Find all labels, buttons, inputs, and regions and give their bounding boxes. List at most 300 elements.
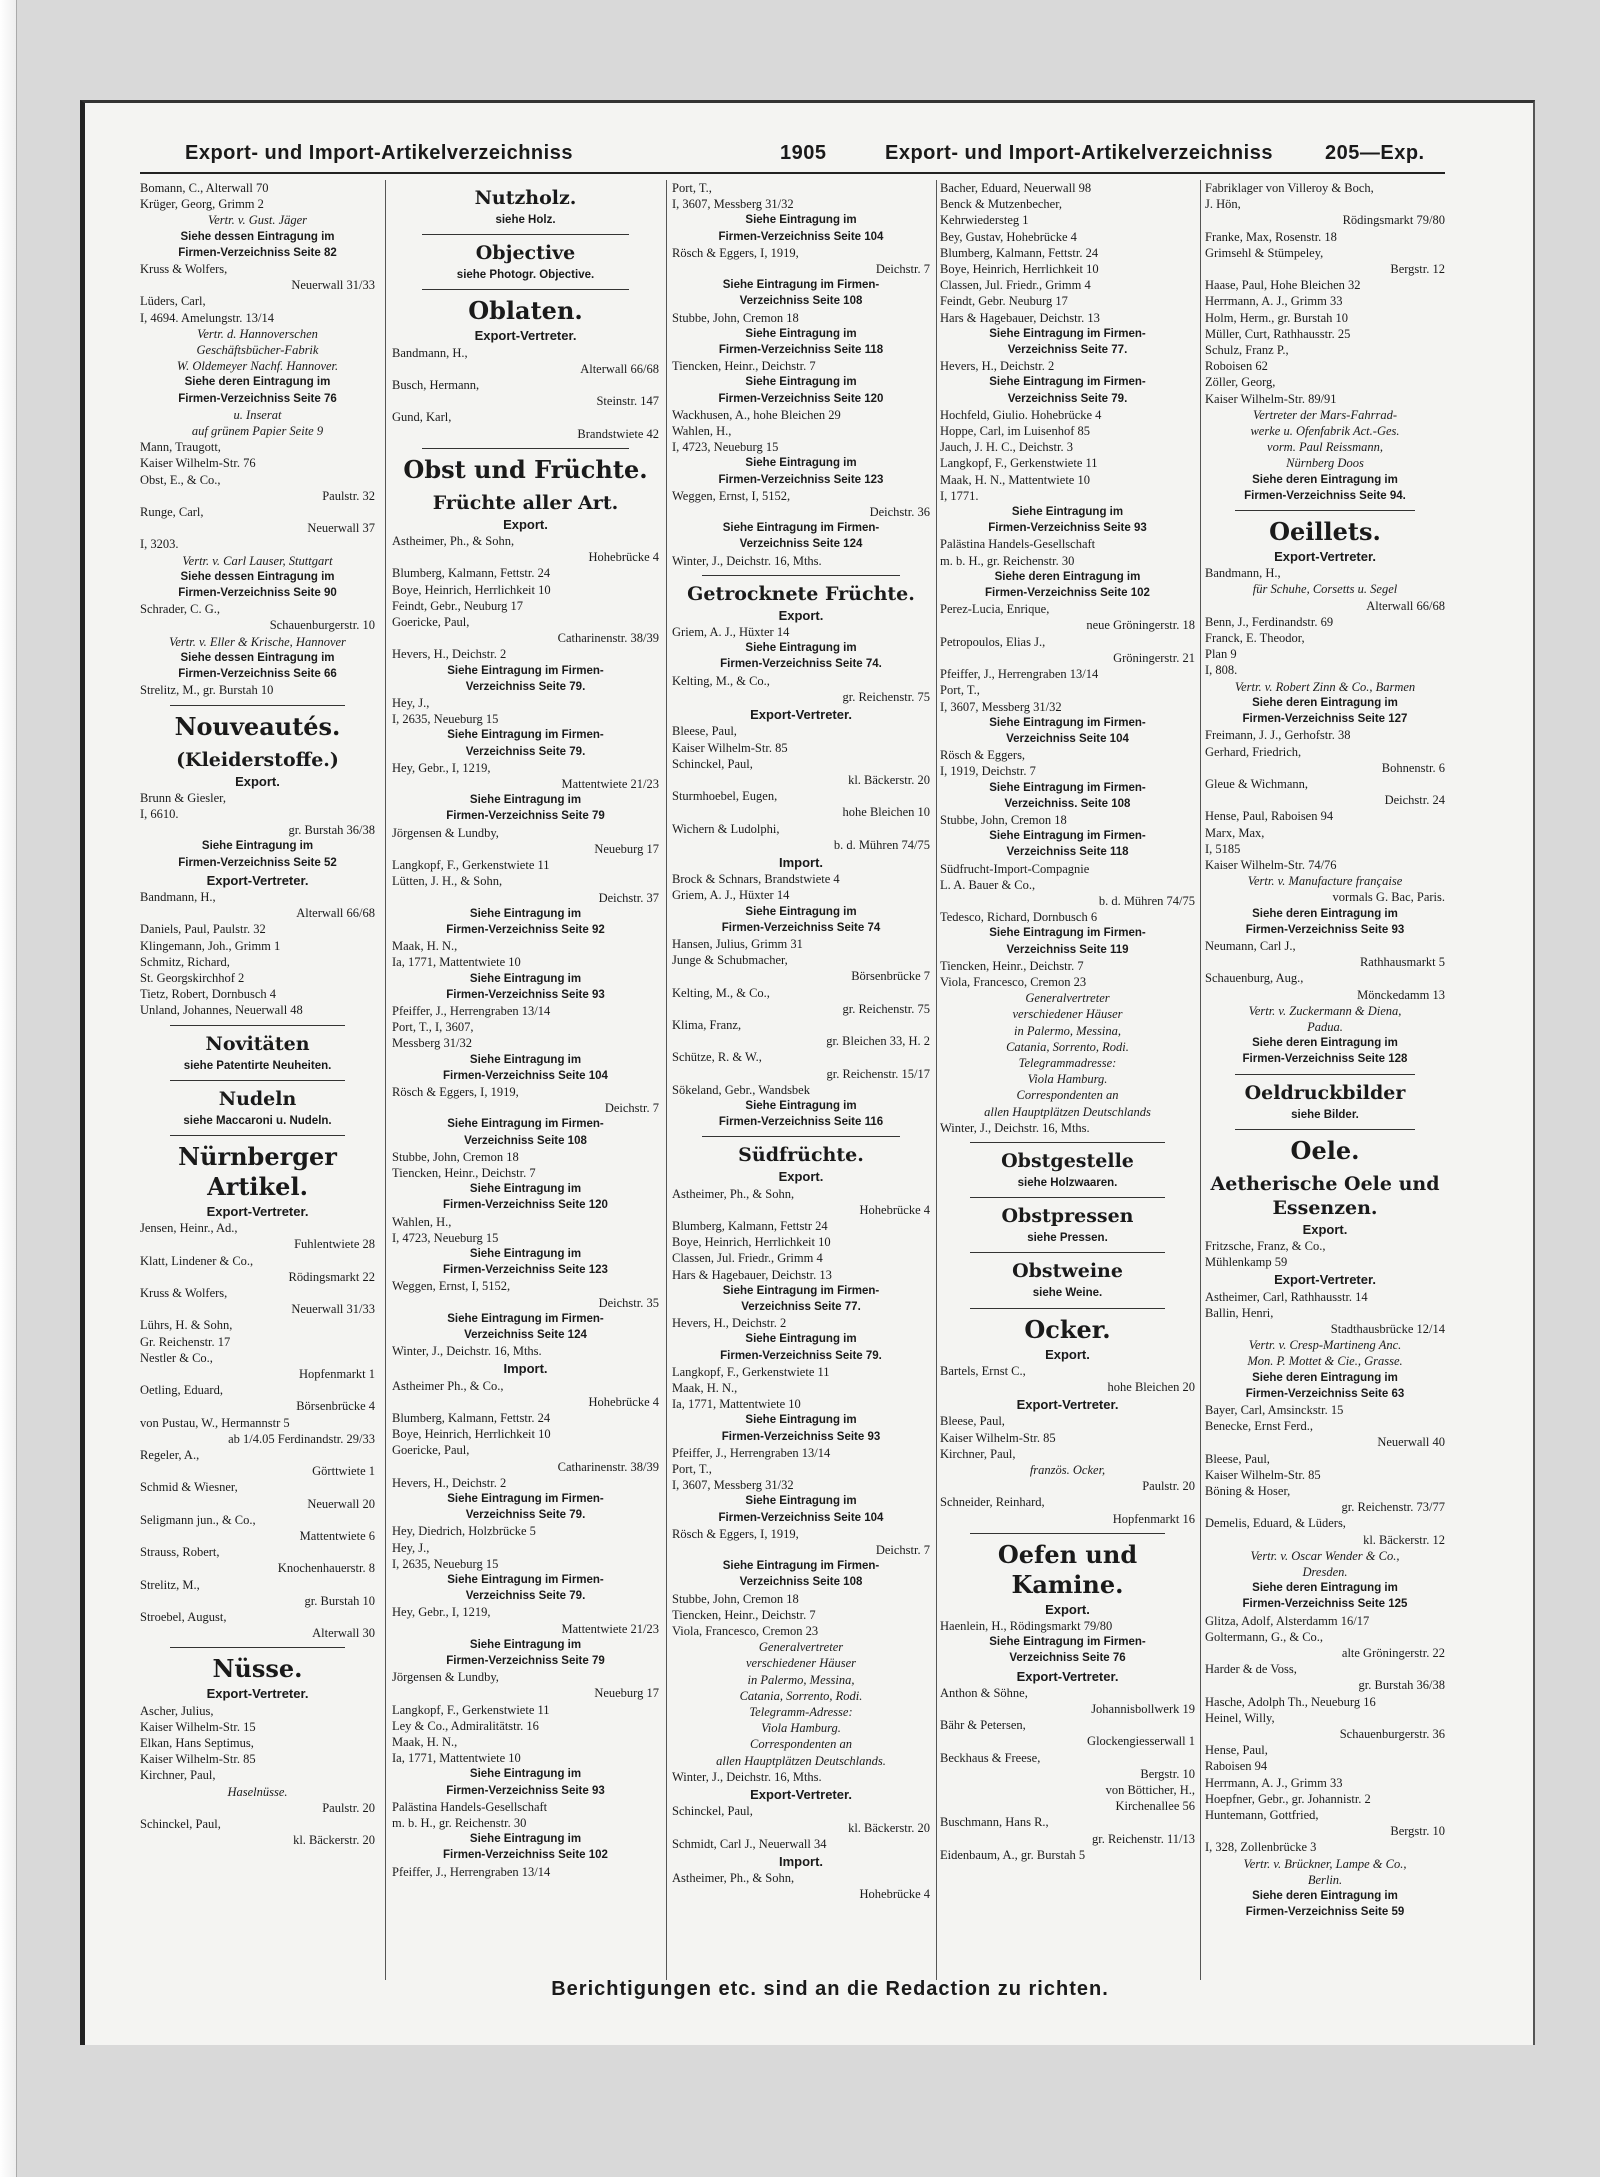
entry-line: Schinckel, Paul, <box>672 756 753 771</box>
entry-line: Siehe Eintragung im <box>745 327 857 340</box>
section-rule <box>170 1025 345 1026</box>
entry-line: Vertr. v. Brückner, Lampe & Co., <box>1243 1856 1407 1871</box>
entry-line: Firmen-Verzeichniss Seite 93 <box>446 988 605 1001</box>
entry-line: Jörgensen & Lundby, <box>392 1670 499 1685</box>
entry-line: Holm, Herm., gr. Burstah 10 <box>1205 310 1349 325</box>
section-subheading: (Kleiderstoffe.) <box>176 748 339 771</box>
entry-line: St. Georgskirchhof 2 <box>140 970 245 985</box>
entry-line: Pfeiffer, J., Herrengraben 13/14 <box>392 1864 551 1879</box>
entry-line: Kruss & Wolfers, <box>140 1285 228 1300</box>
entry-list <box>940 1685 1195 1863</box>
entry-line: Regeler, A., <box>140 1448 200 1462</box>
entry-line: Ley & Co., Admiralitätstr. 16 <box>392 1718 539 1733</box>
entry-line: u. Inserat <box>233 407 282 422</box>
entry-line: I, 4723, Neueburg 15 <box>392 1230 499 1245</box>
entry-line: Siehe dessen Eintragung im <box>180 651 335 664</box>
entry-line: Palästina Handels-Gesellschaft <box>392 1799 548 1814</box>
entry-line: kl. Bäckerstr. 20 <box>293 1833 375 1848</box>
entry-line: Firmen-Verzeichniss Seite 92 <box>446 923 605 936</box>
entry-line: verschiedener Häuser <box>1012 1007 1123 1022</box>
entry-line: Firmen-Verzeichniss Seite 79 <box>446 1655 605 1668</box>
entry-line: Herrmann, A. J., Grimm 33 <box>1205 1775 1343 1790</box>
entry-line: Neuerwall 31/33 <box>291 1302 375 1317</box>
column-divider <box>1200 180 1201 1980</box>
subsection-label: Export. <box>1045 1601 1090 1617</box>
section-heading: Obst und Früchte. <box>403 454 648 484</box>
entry-line: Firmen-Verzeichniss Seite 93 <box>721 1430 881 1443</box>
section-heading: Oefen und Kamine. <box>997 1539 1138 1599</box>
entry-line: für Schuhe, Corsetts u. Segel <box>1252 582 1398 597</box>
cross-reference: siehe Photogr. Objective. <box>456 269 595 282</box>
entry-line: Vertr. v. Cresp-Martineng Anc. <box>1248 1338 1402 1353</box>
entry-line: Bey, Gustav, Hohebrücke 4 <box>940 229 1077 244</box>
entry-line: Vertr. v. Robert Zinn & Co., Barmen <box>1234 679 1416 694</box>
section-subheading: Aetherische Oele und Essenzen. <box>1210 1172 1440 1219</box>
column-1 <box>140 180 375 1980</box>
entry-line: Verzeichniss Seite 79. <box>465 1509 586 1522</box>
section-heading: Getrocknete Früchte. <box>687 582 915 605</box>
entry-line: Siehe Eintragung im <box>469 1638 582 1651</box>
entry-line: Plan 9 <box>1205 647 1237 662</box>
entry-line: Firmen-Verzeichniss Seite 94. <box>1244 489 1406 502</box>
section-rule <box>1235 510 1415 511</box>
entry-list <box>392 533 659 1359</box>
entry-line: Verzeichniss Seite 118 <box>1006 846 1129 859</box>
entry-line: Pfeiffer, J., Herrengraben 13/14 <box>392 1003 551 1018</box>
page-header <box>185 142 1435 168</box>
section-rule <box>970 1197 1165 1198</box>
entry-line: Haselnüsse. <box>227 1784 288 1799</box>
section-heading: Oeillets. <box>1269 517 1381 547</box>
entry-line: neue Gröningerstr. 18 <box>1086 618 1195 633</box>
entry-line: Firmen-Verzeichniss Seite 116 <box>718 1116 884 1129</box>
entry-line: Mattentwiete 21/23 <box>561 777 659 792</box>
entry-line: Verzeichniss Seite 124 <box>739 538 863 551</box>
entry-line: I, 1771. <box>940 488 979 503</box>
entry-line: Messberg 31/32 <box>392 1036 472 1051</box>
entry-line: Bleese, Paul, <box>940 1414 1005 1429</box>
cross-reference: siehe Weine. <box>1032 1287 1103 1300</box>
entry-line: kl. Bäckerstr. 12 <box>1363 1532 1445 1547</box>
entry-line: Generalvertreter <box>758 1640 844 1655</box>
entry-line: Buschmann, Hans R., <box>940 1815 1049 1830</box>
entry-line: Nestler & Co., <box>140 1350 213 1365</box>
entry-line: Griem, A. J., Hüxter 14 <box>672 625 790 640</box>
subsection-label: Export. <box>503 516 548 532</box>
entry-line: Mattentwiete 6 <box>299 1529 375 1544</box>
entry-line: Siehe deren Eintragung im <box>1252 696 1398 709</box>
entry-line: Viola, Francesco, Cremon 23 <box>672 1624 819 1639</box>
subsection-label: Export-Vertreter. <box>1274 549 1376 565</box>
entry-line: Firmen-Verzeichniss Seite 120 <box>718 392 884 405</box>
entry-line: Firmen-Verzeichniss Seite 59 <box>1245 1906 1405 1919</box>
entry-line: Klatt, Lindener & Co., <box>140 1253 254 1268</box>
entry-list <box>1205 180 1445 504</box>
entry-line: Tedesco, Richard, Dornbusch 6 <box>940 910 1098 925</box>
entry-line: kl. Bäckerstr. 20 <box>848 772 930 787</box>
entry-line: Hevers, H., Deichstr. 2 <box>392 647 507 662</box>
entry-list <box>672 1186 930 1786</box>
entry-line: Astheimer, Ph., & Sohn, <box>672 1186 795 1201</box>
entry-line: Schrader, C. G., <box>140 602 221 617</box>
entry-line: Siehe deren Eintragung im <box>184 376 331 389</box>
entry-line: Firmen-Verzeichniss Seite 128 <box>1242 1053 1408 1066</box>
entry-list <box>940 1413 1195 1526</box>
header-left-title: Export- und Import-Artikelverzeichniss <box>185 142 573 164</box>
entry-line: Maak, H. N., <box>392 1735 458 1750</box>
entry-line: Lüders, Carl, <box>140 294 206 309</box>
subsection-label: Export. <box>778 607 824 623</box>
entry-line: Viola Hamburg. <box>761 1721 841 1736</box>
entry-line: I, 5185 <box>1205 841 1241 856</box>
subsection-label: Import. <box>503 1361 548 1377</box>
entry-line: Ia, 1771, Mattentwiete 10 <box>392 955 521 970</box>
entry-line: Siehe Eintragung im Firmen- <box>989 781 1146 794</box>
entry-line: Böning & Hoser, <box>1205 1484 1291 1499</box>
entry-line: Firmen-Verzeichniss Seite 102 <box>985 587 1150 600</box>
entry-line: Hense, Paul, Raboisen 94 <box>1205 809 1334 824</box>
entry-line: Fritzsche, Franz, & Co., <box>1205 1238 1326 1253</box>
entry-line: Haase, Paul, Hohe Bleichen 32 <box>1205 278 1361 293</box>
entry-line: Neuerwall 40 <box>1377 1435 1445 1450</box>
entry-line: Griem, A. J., Hüxter 14 <box>672 888 790 903</box>
entry-line: Jörgensen & Lundby, <box>392 825 499 840</box>
entry-line: Langkopf, F., Gerkenstwiete 11 <box>392 1702 550 1717</box>
entry-line: Hoppe, Carl, im Luisenhof 85 <box>940 424 1090 439</box>
entry-line: Franke, Max, Rosenstr. 18 <box>1205 229 1337 244</box>
entry-line: Firmen-Verzeichniss Seite 79. <box>720 1349 882 1362</box>
entry-line: Firmen-Verzeichniss Seite 82 <box>178 246 337 259</box>
entry-line: Firmen-Verzeichniss Seite 93 <box>988 522 1147 535</box>
entry-line: Elkan, Hans Septimus, <box>140 1736 254 1751</box>
entry-line: Hars & Hagebauer, Deichstr. 13 <box>940 310 1100 325</box>
entry-line: Alterwall 66/68 <box>580 361 659 376</box>
entry-line: Bandmann, H., <box>140 889 216 904</box>
section-rule <box>422 448 629 449</box>
entry-line: Firmen-Verzeichniss Seite 104 <box>443 1069 608 1082</box>
entry-line: Catharinenstr. 38/39 <box>557 631 659 646</box>
entry-line: Siehe Eintragung im <box>201 840 314 853</box>
entry-line: Hansen, Julius, Grimm 31 <box>672 936 803 951</box>
entry-line: Bandmann, H., <box>392 345 468 360</box>
subsection-label: Export-Vertreter. <box>750 1787 852 1803</box>
entry-line: Neuerwall 20 <box>307 1496 375 1511</box>
subsection-label: Import. <box>778 854 824 870</box>
subsection-label: Export-Vertreter. <box>206 1686 309 1702</box>
entry-line: Brock & Schnars, Brandstwiete 4 <box>672 872 840 887</box>
entry-line: Kirchenallee 56 <box>1115 1799 1195 1814</box>
entry-line: Langkopf, F., Gerkenstwiete 11 <box>940 456 1098 471</box>
entry-line: Siehe Eintragung im <box>469 794 582 807</box>
entry-line: Boye, Heinrich, Herrlichkeit 10 <box>940 262 1099 277</box>
entry-line: Steinstr. 147 <box>596 394 659 409</box>
entry-line: Blumberg, Kalmann, Fettstr 24 <box>672 1218 828 1233</box>
entry-line: Fuhlentwiete 28 <box>294 1237 375 1252</box>
entry-line: Goltermann, G., & Co., <box>1205 1629 1324 1644</box>
entry-line: Verzeichniss Seite 108 <box>464 1134 587 1147</box>
entry-line: Deichstr. 24 <box>1384 793 1445 808</box>
entry-line: Rödingsmarkt 79/80 <box>1342 213 1445 228</box>
entry-line: Astheimer, Ph., & Sohn, <box>392 534 515 549</box>
entry-line: Mönckedamm 13 <box>1357 987 1445 1002</box>
entry-line: Firmen-Verzeichniss Seite 79 <box>446 810 605 823</box>
entry-line: Classen, Jul. Friedr., Grimm 4 <box>940 278 1091 293</box>
entry-line: Schmidt, Carl J., Neuerwall 34 <box>672 1836 827 1851</box>
entry-line: I, 2635, Neueburg 15 <box>392 712 499 727</box>
entry-line: Palästina Handels-Gesellschaft <box>940 537 1096 552</box>
entry-line: Firmen-Verzeichniss Seite 125 <box>1242 1598 1408 1611</box>
entry-line: Daniels, Paul, Paulstr. 32 <box>140 922 266 937</box>
entry-list <box>392 1378 659 1880</box>
entry-line: Hense, Paul, <box>1205 1743 1268 1758</box>
entry-line: Paulstr. 20 <box>1142 1479 1195 1494</box>
entry-line: Verzeichniss Seite 77. <box>1007 344 1128 357</box>
entry-line: alte Gröningerstr. 22 <box>1341 1646 1445 1661</box>
section-rule <box>170 1647 345 1648</box>
entry-line: Siehe Eintragung im Firmen- <box>989 716 1146 729</box>
entry-line: gr. Reichenstr. 75 <box>842 689 930 704</box>
entry-line: Firmen-Verzeichniss Seite 90 <box>178 587 337 600</box>
entry-line: Siehe Eintragung im Firmen- <box>989 327 1146 340</box>
entry-line: Astheimer, Ph., & Sohn, <box>672 1871 795 1886</box>
entry-line: m. b. H., gr. Reichenstr. 30 <box>392 1816 527 1831</box>
entry-line: Sturmhoebel, Eugen, <box>672 789 778 804</box>
entry-line: Deichstr. 36 <box>869 505 930 520</box>
entry-line: Raboisen 94 <box>1205 1759 1268 1774</box>
entry-line: Neumann, Carl J., <box>1205 938 1296 953</box>
entry-line: Benn, J., Ferdinandstr. 69 <box>1205 614 1334 629</box>
entry-line: Hoepfner, Gebr., gr. Johannistr. 2 <box>1205 1791 1371 1806</box>
subsection-label: Export. <box>1045 1346 1090 1362</box>
entry-line: Geschäftsbücher-Fabrik <box>196 343 319 358</box>
entry-line: Herrmann, A. J., Grimm 33 <box>1205 294 1343 309</box>
entry-line: gr. Reichenstr. 73/77 <box>1341 1500 1445 1515</box>
entry-line: Siehe Eintragung im <box>745 1099 857 1112</box>
entry-line: Firmen-Verzeichniss Seite 76 <box>178 392 337 405</box>
entry-line: Vertreter der Mars-Fahrrad- <box>1253 407 1397 422</box>
entry-line: Blumberg, Kalmann, Fettstr. 24 <box>940 245 1099 260</box>
page-footer-notice: Berichtigungen etc. sind an die Redaction zu richten. <box>551 1978 1109 2000</box>
entry-list <box>392 345 659 442</box>
entry-list <box>1205 1238 1445 1270</box>
entry-line: gr. Reichenstr. 75 <box>842 1001 930 1016</box>
entry-line: Gröningerstr. 21 <box>1113 650 1195 665</box>
entry-line: Langkopf, F., Gerkenstwiete 11 <box>392 858 550 873</box>
entry-line: Pfeiffer, J., Herrengraben 13/14 <box>672 1445 831 1460</box>
entry-line: Benck & Mutzenbecher, <box>940 197 1063 212</box>
entry-line: Bartels, Ernst C., <box>940 1363 1026 1378</box>
entry-line: Börsenbrücke 7 <box>851 969 930 984</box>
entry-line: Gund, Karl, <box>392 410 452 425</box>
entry-line: Gr. Reichenstr. 17 <box>140 1334 231 1349</box>
entry-line: I, 3607, Messberg 31/32 <box>940 699 1062 714</box>
entry-line: Siehe Eintragung im <box>745 905 857 918</box>
entry-line: Bandmann, H., <box>1205 566 1281 581</box>
entry-list <box>672 723 930 853</box>
entry-line: ab 1/4.05 Ferdinandstr. 29/33 <box>228 1431 375 1446</box>
entry-line: Strelitz, M., gr. Burstah 10 <box>140 683 274 698</box>
book-binding-edge <box>0 0 17 2177</box>
entry-line: Stubbe, John, Cremon 18 <box>672 310 799 325</box>
entry-line: Firmen-Verzeichniss Seite 104 <box>718 1511 884 1524</box>
entry-line: Brandstwiete 42 <box>577 426 659 441</box>
section-rule <box>702 575 900 576</box>
entry-line: gr. Reichenstr. 15/17 <box>826 1066 930 1081</box>
entry-line: Huntemann, Gottfried, <box>1205 1808 1319 1823</box>
entry-line: französ. Ocker, <box>1029 1463 1106 1478</box>
entry-line: Wackhusen, A., hohe Bleichen 29 <box>672 407 841 422</box>
entry-line: Siehe Eintragung im Firmen- <box>447 1574 604 1587</box>
entry-line: Siehe Eintragung im Firmen- <box>722 522 880 535</box>
section-heading: Oblaten. <box>468 296 583 326</box>
cross-reference: siehe Bilder. <box>1291 1108 1359 1121</box>
entry-line: Busch, Hermann, <box>392 378 480 393</box>
entry-line: Siehe Eintragung im <box>469 1833 582 1846</box>
entry-line: Schulz, Franz P., <box>1205 343 1289 358</box>
entry-line: Siehe Eintragung im <box>745 376 857 389</box>
entry-line: Hey, Gebr., I, 1219, <box>392 760 491 775</box>
entry-line: Franck, E. Theodor, <box>1205 631 1305 646</box>
cross-reference: siehe Patentirte Neuheiten. <box>183 1059 332 1072</box>
entry-line: Firmen-Verzeichniss Seite 120 <box>443 1199 608 1212</box>
entry-line: Neueburg 17 <box>594 841 659 856</box>
entry-line: Tiencken, Heinr., Deichstr. 7 <box>672 1607 816 1622</box>
section-rule <box>970 1252 1165 1253</box>
entry-line: I, 808. <box>1205 663 1238 678</box>
entry-line: Siehe deren Eintragung im <box>1252 907 1398 920</box>
entry-line: Hevers, H., Deichstr. 2 <box>672 1316 787 1331</box>
entry-line: Bergstr. 12 <box>1390 262 1445 277</box>
entry-line: gr. Burstah 10 <box>304 1593 375 1608</box>
entry-line: Siehe dessen Eintragung im <box>180 570 335 583</box>
entry-line: Stubbe, John, Cremon 18 <box>672 1591 799 1606</box>
entry-line: Perez-Lucia, Enrique, <box>940 602 1050 617</box>
entry-line: Siehe Eintragung im <box>745 1414 857 1427</box>
entry-line: Tiencken, Heinr., Deichstr. 7 <box>672 359 816 374</box>
entry-line: Winter, J., Deichstr. 16, Mths. <box>940 1120 1090 1135</box>
entry-line: Maak, H. N., Mattentwiete 10 <box>940 472 1090 487</box>
section-rule <box>1235 1129 1415 1130</box>
subsection-label: Export-Vertreter. <box>206 1203 309 1219</box>
entry-line: Verzeichniss Seite 79. <box>1007 392 1128 405</box>
section-heading: Nürnberger Artikel. <box>178 1141 337 1201</box>
entry-line: Rathhausmarkt 5 <box>1359 955 1445 970</box>
subsection-label: Export-Vertreter. <box>474 328 577 344</box>
section-rule <box>970 1308 1165 1309</box>
entry-line: Telegramm-Adresse: <box>749 1705 853 1720</box>
entry-line: Generalvertreter <box>1025 991 1110 1006</box>
entry-line: Paulstr. 32 <box>322 488 375 503</box>
entry-list <box>672 1803 930 1852</box>
entry-line: Kirchner, Paul, <box>940 1446 1016 1461</box>
entry-line: Börsenbrücke 4 <box>296 1399 375 1414</box>
entry-line: Rösch & Eggers, I, 1919, <box>392 1084 519 1099</box>
subsection-label: Import. <box>778 1853 824 1869</box>
entry-line: Siehe Eintragung im Firmen- <box>447 1493 604 1506</box>
section-heading: Oele. <box>1290 1135 1360 1165</box>
entry-line: Siehe Eintragung im <box>745 214 857 227</box>
entry-line: Harder & de Voss, <box>1205 1662 1297 1677</box>
cross-reference: siehe Holzwaaren. <box>1017 1176 1118 1189</box>
entry-line: m. b. H., gr. Reichenstr. 30 <box>940 553 1075 568</box>
entry-line: I, 4694. Amelungstr. 13/14 <box>140 310 275 325</box>
entry-line: Nürnberg Doos <box>1286 456 1364 471</box>
entry-line: Deichstr. 35 <box>598 1295 659 1310</box>
entry-line: Rösch & Eggers, I, 1919, <box>672 1526 799 1541</box>
entry-line: Kaiser Wilhelm-Str. 85 <box>140 1752 256 1767</box>
entry-line: Winter, J., Deichstr. 16, Mths. <box>672 553 822 568</box>
entry-line: Siehe Eintragung im <box>745 1495 857 1508</box>
entry-line: Maak, H. N., <box>392 939 458 954</box>
section-rule <box>1235 1074 1415 1075</box>
entry-line: Rösch & Eggers, I, 1919, <box>672 245 799 260</box>
entry-line: Siehe Eintragung im <box>469 1768 582 1781</box>
entry-line: b. d. Mühren 74/75 <box>1098 893 1195 908</box>
entry-line: Vertr. v. Eller & Krische, Hannover <box>169 634 346 649</box>
entry-line: I, 4723, Neueburg 15 <box>672 440 779 455</box>
entry-line: Verzeichniss Seite 119 <box>1006 943 1129 956</box>
entry-line: Seligmann jun., & Co., <box>140 1512 256 1527</box>
entry-line: I, 1919, Deichstr. 7 <box>940 764 1036 779</box>
entry-line: kl. Bäckerstr. 20 <box>848 1820 930 1835</box>
entry-line: Classen, Jul. Friedr., Grimm 4 <box>672 1251 823 1266</box>
entry-line: Firmen-Verzeichniss Seite 74. <box>720 658 882 671</box>
entry-line: Vertr. v. Oscar Wender & Co., <box>1250 1548 1400 1563</box>
entry-line: in Palermo, Messina, <box>747 1672 855 1687</box>
section-heading: Obstweine <box>1012 1260 1123 1283</box>
entry-line: Siehe deren Eintragung im <box>1252 1371 1398 1384</box>
entry-line: Wahlen, H., <box>672 424 732 439</box>
entry-line: Anthon & Söhne, <box>940 1685 1028 1700</box>
entry-line: Bergstr. 10 <box>1140 1766 1195 1781</box>
entry-line: Kaiser Wilhelm-Str. 74/76 <box>1205 857 1337 872</box>
entry-line: Schütze, R. & W., <box>672 1050 762 1065</box>
entry-line: Catania, Sorrento, Rodi. <box>1006 1039 1129 1054</box>
entry-line: Mühlenkamp 59 <box>1205 1255 1288 1270</box>
subsection-label: Export-Vertreter. <box>206 872 309 888</box>
entry-line: Strelitz, M., <box>140 1577 200 1592</box>
entry-line: Telegrammadresse: <box>1018 1055 1117 1070</box>
entry-line: Astheimer, Carl, Rathhausstr. 14 <box>1205 1289 1368 1304</box>
subsection-label: Export-Vertreter. <box>1016 1397 1119 1413</box>
entry-line: Schmitz, Richard, <box>140 954 230 969</box>
section-heading: Ocker. <box>1024 1314 1111 1344</box>
entry-line: Mattentwiete 21/23 <box>561 1621 659 1636</box>
entry-line: Bohnenstr. 6 <box>1381 760 1445 775</box>
entry-line: Kaiser Wilhelm-Str. 89/91 <box>1205 391 1337 406</box>
entry-line: Gerhard, Friedrich, <box>1205 744 1302 759</box>
entry-line: Siehe Eintragung im <box>469 1247 582 1260</box>
entry-line: Dresden. <box>1302 1565 1348 1580</box>
entry-line: Hey, Gebr., I, 1219, <box>392 1605 491 1620</box>
entry-line: in Palermo, Messina, <box>1014 1023 1121 1038</box>
entry-line: Vertr. v. Carl Lauser, Stuttgart <box>182 553 333 568</box>
entry-list <box>940 1363 1195 1395</box>
section-heading: Nutzholz. <box>474 187 577 209</box>
subsection-label: Export-Vertreter. <box>1016 1668 1119 1684</box>
entry-line: Catharinenstr. 38/39 <box>557 1459 659 1474</box>
entry-line: I, 6610. <box>140 806 179 821</box>
section-heading: Obstpressen <box>1001 1205 1134 1228</box>
entry-line: Siehe Eintragung im <box>469 907 582 920</box>
entry-line: Siehe Eintragung im Firmen- <box>447 1118 604 1131</box>
entry-line: Müller, Curt, Rathhausstr. 25 <box>1205 326 1351 341</box>
entry-line: I, 3607, Messberg 31/32 <box>672 197 794 212</box>
entry-line: Mann, Traugott, <box>140 440 221 455</box>
entry-line: Pfeiffer, J., Herrengraben 13/14 <box>940 667 1099 682</box>
entry-line: Weggen, Ernst, I, 5152, <box>672 488 791 503</box>
entry-line: Kirchner, Paul, <box>140 1768 216 1783</box>
